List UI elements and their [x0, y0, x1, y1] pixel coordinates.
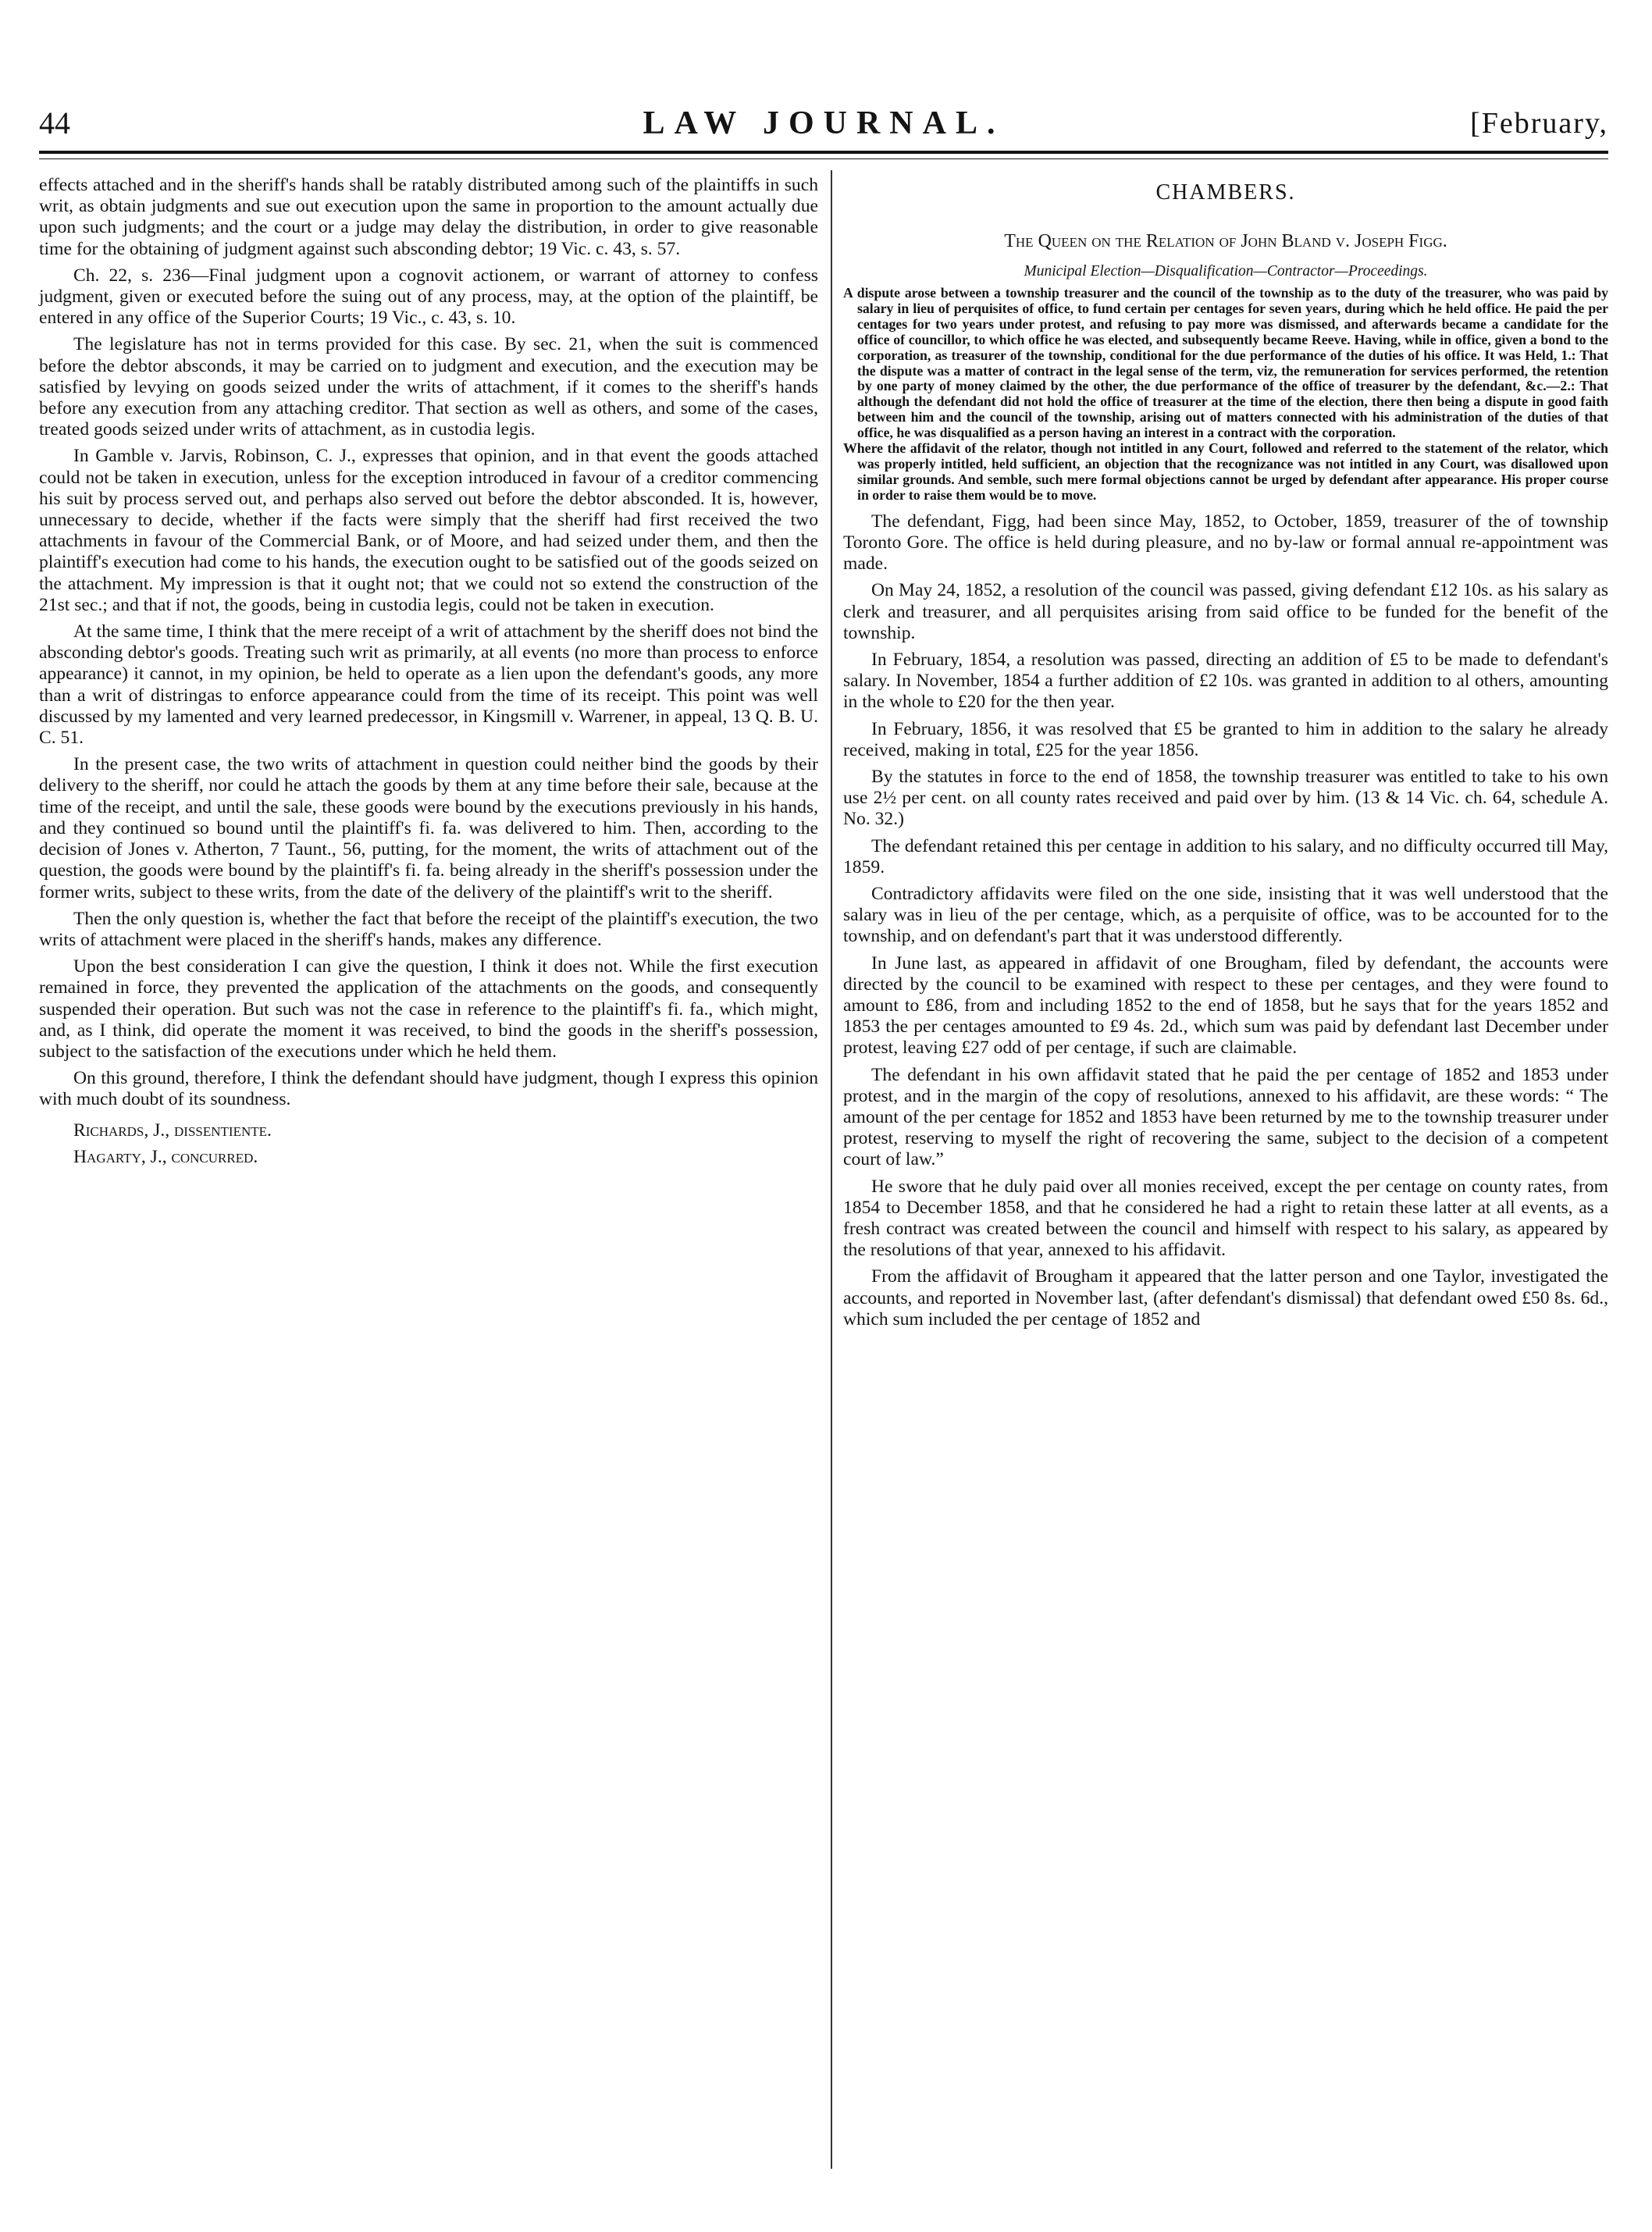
left-paragraph-3: The legislature has not in terms provided for this case. By sec. 21, when the suit is commenced before the debtor absconds, it may be carried on to judgment and execution, and the execution may be satisfied by levying on goods seized under the writs of attachment, if it comes to the sheriff's hands before any execution from any attaching creditor. That section as well as others, and some of the cases, treated goods seized under writs of attachment, as in custodia legis.: [39, 334, 818, 440]
right-paragraph-5: By the statutes in force to the end of 1858, the township treasurer was entitled to take to his own use 2½ per cent. on all county rates received and paid over by him. (13 & 14 Vic. ch. 64, schedule A. No. 32.): [843, 766, 1608, 830]
left-paragraph-2: Ch. 22, s. 236—Final judgment upon a cognovit actionem, or warrant of attorney to confess judgment, given or executed before the suing out of any process, may, at the option of the plaintiff, be entered in any office of the Superior Courts; 19 Vic., c. 43, s. 10.: [39, 265, 818, 329]
left-paragraph-6: In the present case, the two writs of attachment in question could neither bind the goods by their delivery to the sheriff, nor could he attach the goods by them at any time before their sale, because at the time of the receipt, and until the sale, these goods were bound by the executions previously in his hands, and they continued so bound until the plaintiff's fi. fa. was delivered to him. Then, according to the decision of Jones v. Atherton, 7 Taunt., 56, putting, for the moment, the writs of attachment out of the question, the goods were bound by the plaintiff's fi. fa. being already in the sheriff's possession under the former writs, subject to these writs, from the date of the delivery of the plaintiff's writ to the sheriff.: [39, 754, 818, 902]
section-heading: CHAMBERS.: [1155, 180, 1296, 205]
right-body: [843, 511, 1608, 1330]
right-paragraph-9: The defendant in his own affidavit stated that he paid the per centage of 1852 and 1853 under protest, and in the margin of the copy of resolutions, annexed to his affidavit, are these words: “ The amount of the per centage for 1852 and 1853 have been returned by me to the township treasurer under protest, reserving to myself the right of recovering the same, subject to the decision of a competent court of law.”: [843, 1064, 1608, 1170]
left-paragraph-4: In Gamble v. Jarvis, Robinson, C. J., expresses that opinion, and in that event the goods attached could not be taken in execution, unless for the exception introduced in favour of a creditor commencing his suit by process served out, and perhaps also served out before the debtor absconded. It is, however, unnecessary to decide, whether if the facts were simply that the sheriff had first received the two attachments in favour of the Commercial Bank, or of Moore, and had seized under them, and then the plaintiff's execution had come to his hands, the execution ought to be satisfied out of the goods seized on the attachment. My impression is that it ought not; that we could not so extend the construction of the 21st sec.; and that if not, the goods, being in custodia legis, could not be taken in execution.: [39, 446, 818, 615]
signature-hagarty: Hagarty, J., concurred.: [73, 1146, 258, 1167]
right-paragraph-6: The defendant retained this per centage in addition to his salary, and no difficulty occurred till May, 1859.: [843, 835, 1608, 877]
case-title: The Queen on the Relation of John Bland v. Joseph Figg.: [1004, 231, 1447, 251]
right-paragraph-11: From the affidavit of Brougham it appeared that the latter person and one Taylor, investigated the accounts, and reported in November last, (after defendant's dismissal) that defendant owed £50 8s. 6d., which sum included the per centage of 1852 and: [843, 1266, 1608, 1330]
right-paragraph-8: In June last, as appeared in affidavit of one Brougham, filed by defendant, the accounts were directed by the council to be examined with respect to these per centages, and they were found to amount to £86, from and including 1852 to the end of 1858, but he says that for the years 1852 and 1853 the per centages amounted to £9 4s. 2d., which sum was paid by defendant last December under protest, leaving £27 odd of per centage, if such are claimable.: [843, 952, 1608, 1059]
header-month: [February,: [1470, 107, 1608, 140]
left-paragraph-7: Then the only question is, whether the fact that before the receipt of the plaintiff's execution, the two writs of attachment were placed in the sheriff's hands, makes any difference.: [39, 908, 818, 950]
right-paragraph-2: On May 24, 1852, a resolution of the council was passed, giving defendant £12 10s. as his salary as clerk and treasurer, and all perquisites arising from said office to be funded for the benefit of the township.: [843, 580, 1608, 643]
journal-title: LAW JOURNAL.: [643, 105, 1005, 141]
column-divider: [831, 170, 832, 2169]
headnote: [843, 286, 1608, 504]
left-column: [39, 175, 818, 1173]
left-paragraph-5: At the same time, I think that the mere receipt of a writ of attachment by the sheriff does not bind the absconding debtor's goods. Treating such writ as primarily, at all events (no more than process to enforce appearance) it cannot, in my opinion, be held to operate as a lien upon the defendant's goods, any more than a writ of distringas to enforce appearance could from the time of its receipt. This point was well discussed by my lamented and very learned predecessor, in Kingsmill v. Warrener, in appeal, 13 Q. B. U. C. 51.: [39, 621, 818, 749]
right-paragraph-10: He swore that he duly paid over all monies received, except the per centage on county rates, from 1854 to December 1858, and that he considered he had a right to retain these latter at all events, as a fresh contract was created between the council and himself with respect to his salary, as appeared by the resolutions of that year, annexed to his affidavit.: [843, 1176, 1608, 1261]
headnote-paragraph-1: A dispute arose between a township treasurer and the council of the township as to the duty of the treasurer, who was paid by salary in lieu of perquisites of office, to fund certain per centages for seven years, during which he held office. He paid the per centages for two years under protest, and refusing to pay more was dismissed, and afterwards became a candidate for the office of councillor, to which office he was elected, and subsequently became Reeve. Having, while in office, given a bond to the corporation, as treasurer of the township, conditional for the due performance of the duties of his office. It was Held, 1.: That the dispute was a matter of contract in the legal sense of the term, viz, the remuneration for services performed, the retention by one party of money claimed by the other, the due performance of the office of treasurer by the defendant, &c.—2.: That although the defendant did not hold the office of treasurer at the time of the election, there then being a dispute in good faith between him and the council of the township, arising out of matters connected with his administration of the duties of that office, he was disqualified as a person having an interest in a contract with the corporation.: [843, 285, 1608, 441]
left-paragraph-8: Upon the best consideration I can give the question, I think it does not. While the first execution remained in force, they prevented the application of the attachments on the goods, and consequently suspended their operation. But such was not the case in reference to the plaintiff's fi. fa., which might, and, as I think, did operate the moment it was received, to bind the goods in the sheriff's possession, subject to the satisfaction of the executions under which he held them.: [39, 956, 818, 1062]
page-number: 44: [39, 105, 70, 141]
header-rule-thin: [39, 158, 1608, 159]
right-paragraph-3: In February, 1854, a resolution was passed, directing an addition of £5 to be made to defendant's salary. In November, 1854 a further addition of £2 10s. was granted in addition to al others, amounting in the whole to £20 for the then year.: [843, 649, 1608, 713]
signature-richards: Richards, J., dissentiente.: [73, 1120, 272, 1141]
right-paragraph-7: Contradictory affidavits were filed on the one side, insisting that it was well understood that the salary was in lieu of the per centage, which, as a perquisite of office, was to be accounted for to the township, and on defendant's part that it was understood differently.: [843, 883, 1608, 947]
left-paragraph-9: On this ground, therefore, I think the defendant should have judgment, though I express this opinion with much doubt of its soundness.: [39, 1068, 818, 1110]
header-rule: [39, 151, 1608, 154]
running-header: [39, 103, 1608, 144]
left-paragraph-1: effects attached and in the sheriff's hands shall be ratably distributed among such of the plaintiffs in such writ, as obtain judgments and sue out execution upon the same in proportion to the amount actually due upon such judgments; and the court or a judge may delay the distribution, in order to give reasonable time for the obtaining of judgment against such absconding debtor; 19 Vic. c. 43, s. 57.: [39, 175, 818, 259]
case-subtitle: Municipal Election—Disqualification—Contractor—Proceedings.: [1024, 263, 1428, 279]
right-paragraph-1: The defendant, Figg, had been since May, 1852, to October, 1859, treasurer of the of township Toronto Gore. The office is held during pleasure, and no by-law or formal annual re-appointment was made.: [843, 511, 1608, 575]
headnote-paragraph-2: Where the affidavit of the relator, though not intitled in any Court, followed and referred to the statement of the relator, which was properly intitled, held sufficient, an objection that the recognizance was not intitled in any Court, was disallowed upon similar grounds. And semble, such mere formal objections cannot be urged by defendant after appearance. His proper course in order to raise them would be to move.: [843, 440, 1608, 503]
right-column: [843, 175, 1608, 1336]
right-paragraph-4: In February, 1856, it was resolved that £5 be granted to him in addition to the salary he already received, making in total, £25 for the year 1856.: [843, 718, 1608, 760]
